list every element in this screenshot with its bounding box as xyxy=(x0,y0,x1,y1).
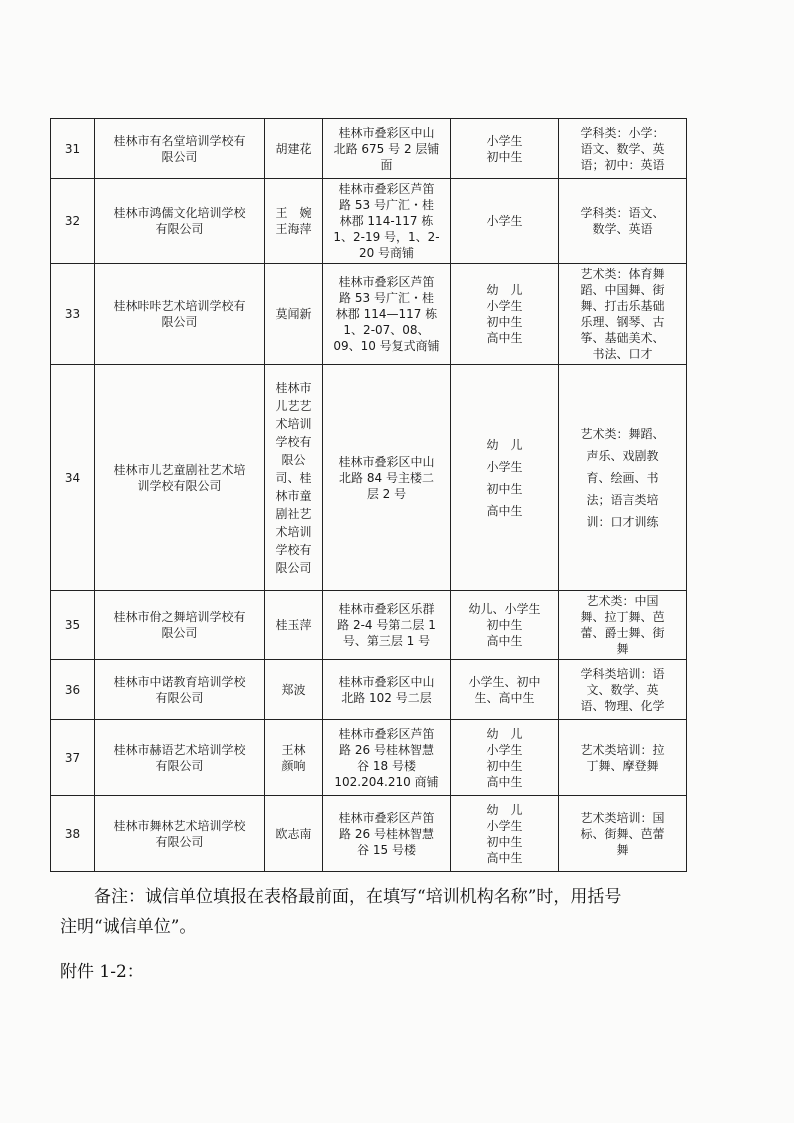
institution-name: 桂林市赫语艺术培训学校 有限公司 xyxy=(95,720,265,796)
institution-name: 桂林市有名堂培训学校有 限公司 xyxy=(95,119,265,179)
address: 桂林市叠彩区中山 北路 675 号 2 层铺 面 xyxy=(323,119,451,179)
legal-representative: 胡建花 xyxy=(265,119,323,179)
table-row xyxy=(51,264,687,365)
address: 桂林市叠彩区芦笛 路 53 号广汇・桂 林郡 114-117 栋 1、2-19 号，1、2- 20 号商铺 xyxy=(323,179,451,264)
table-row xyxy=(51,365,687,591)
training-subjects: 艺术类培训：拉 丁舞、摩登舞 xyxy=(559,720,687,796)
address: 桂林市叠彩区芦笛 路 26 号桂林智慧 谷 15 号楼 xyxy=(323,796,451,872)
legal-representative: 莫闻新 xyxy=(265,264,323,365)
student-levels: 幼 儿 小学生 初中生 高中生 xyxy=(451,365,559,591)
training-subjects: 学科类：语文、 数学、英语 xyxy=(559,179,687,264)
row-number: 33 xyxy=(51,264,95,365)
student-levels: 小学生 xyxy=(451,179,559,264)
student-levels: 幼儿、小学生 初中生 高中生 xyxy=(451,591,559,660)
student-levels: 幼 儿 小学生 初中生 高中生 xyxy=(451,264,559,365)
legal-representative: 王林 颜响 xyxy=(265,720,323,796)
training-subjects: 学科类：小学： 语文、数学、英 语；初中：英语 xyxy=(559,119,687,179)
training-subjects: 艺术类：舞蹈、 声乐、戏剧教 育、绘画、书 法；语言类培 训：口才训练 xyxy=(559,365,687,591)
institution-name: 桂林市舞林艺术培训学校 有限公司 xyxy=(95,796,265,872)
table-row xyxy=(51,119,687,179)
institution-name: 桂林市中诺教育培训学校 有限公司 xyxy=(95,660,265,720)
address: 桂林市叠彩区芦笛 路 53 号广汇・桂 林郡 114—117 栋 1、2-07、08、 09、10 号复式商铺 xyxy=(323,264,451,365)
row-number: 36 xyxy=(51,660,95,720)
legal-representative: 桂林市 儿艺艺 术培训 学校有 限公 司、桂 林市童 剧社艺 术培训 学校有 限公司 xyxy=(265,365,323,591)
student-levels: 小学生 初中生 xyxy=(451,119,559,179)
row-number: 35 xyxy=(51,591,95,660)
training-subjects: 艺术类培训：国 标、街舞、芭蕾 舞 xyxy=(559,796,687,872)
address: 桂林市叠彩区中山 北路 102 号二层 xyxy=(323,660,451,720)
address: 桂林市叠彩区乐群 路 2-4 号第二层 1 号、第三层 1 号 xyxy=(323,591,451,660)
institution-name: 桂林市佾之舞培训学校有 限公司 xyxy=(95,591,265,660)
row-number: 34 xyxy=(51,365,95,591)
table-row xyxy=(51,660,687,720)
student-levels: 幼 儿 小学生 初中生 高中生 xyxy=(451,796,559,872)
legal-representative: 王 婉 王海萍 xyxy=(265,179,323,264)
row-number: 38 xyxy=(51,796,95,872)
institution-name: 桂林咔咔艺术培训学校有 限公司 xyxy=(95,264,265,365)
institution-table xyxy=(50,118,687,872)
training-subjects: 学科类培训：语 文、数学、英 语、物理、化学 xyxy=(559,660,687,720)
remark-note xyxy=(60,882,750,942)
legal-representative: 郑波 xyxy=(265,660,323,720)
training-subjects: 艺术类：中国 舞、拉丁舞、芭 蕾、爵士舞、街 舞 xyxy=(559,591,687,660)
institution-name: 桂林市儿艺童剧社艺术培 训学校有限公司 xyxy=(95,365,265,591)
training-subjects: 艺术类：体育舞 蹈、中国舞、街 舞、打击乐基础 乐理、钢琴、古 筝、基础美术、 书法、口才 xyxy=(559,264,687,365)
student-levels: 幼 儿 小学生 初中生 高中生 xyxy=(451,720,559,796)
table-row xyxy=(51,720,687,796)
row-number: 37 xyxy=(51,720,95,796)
table-row xyxy=(51,591,687,660)
remark-line-1: 备注：诚信单位填报在表格最前面，在填写“培训机构名称”时，用括号 xyxy=(94,887,622,907)
legal-representative: 桂玉萍 xyxy=(265,591,323,660)
table-row xyxy=(51,179,687,264)
student-levels: 小学生、初中 生、高中生 xyxy=(451,660,559,720)
legal-representative: 欧志南 xyxy=(265,796,323,872)
table-row xyxy=(51,796,687,872)
row-number: 31 xyxy=(51,119,95,179)
address: 桂林市叠彩区中山 北路 84 号主楼二 层 2 号 xyxy=(323,365,451,591)
attachment-label: 附件 1-2： xyxy=(60,962,144,982)
row-number: 32 xyxy=(51,179,95,264)
institution-name: 桂林市鸿儒文化培训学校 有限公司 xyxy=(95,179,265,264)
address: 桂林市叠彩区芦笛 路 26 号桂林智慧 谷 18 号楼 102.204.210 商铺 xyxy=(323,720,451,796)
remark-line-2: 注明“诚信单位”。 xyxy=(60,917,197,937)
